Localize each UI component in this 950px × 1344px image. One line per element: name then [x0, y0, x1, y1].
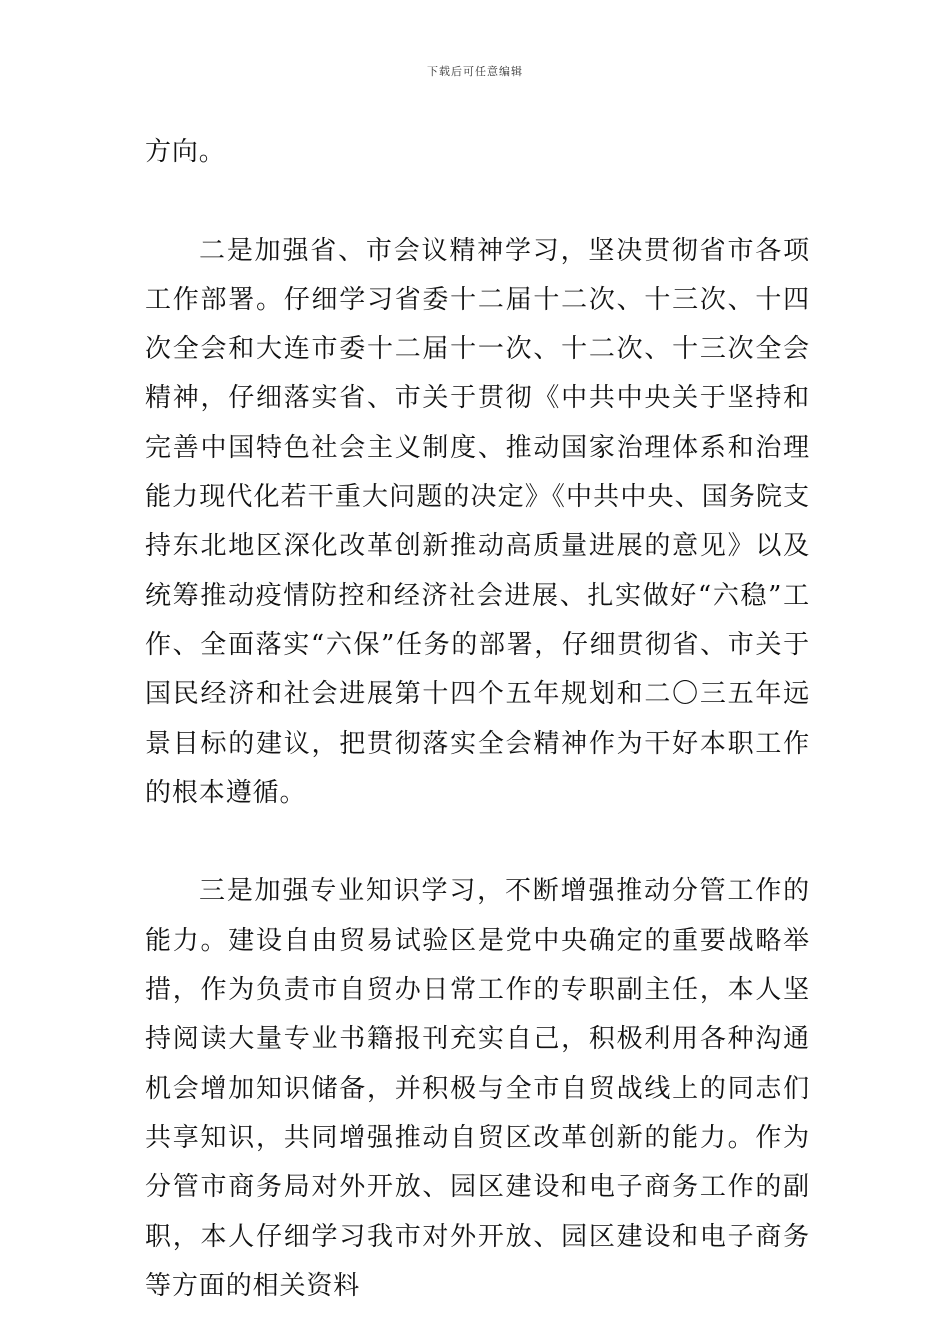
paragraph-spacer: [145, 177, 810, 226]
paragraph-continuation: 方向。: [145, 137, 226, 167]
paragraph-provincial-study: 二是加强省、市会议精神学习，坚决贯彻省市各项工作部署。仔细学习省委十二届十二次、十三次、十四次全会和大连市委十二届十一次、十二次、十三次全会精神，仔细落实省、市关于贯彻《中共中央关于坚持和完善中国特色社会主义制度、推动国家治理体系和治理能力现代化若干重大问题的决定》《中共中央、国务院支持东北地区深化改革创新推动高质量进展的意见》以及统筹推动疫情防控和经济社会进展、扎实做好“六稳”工作、全面落实“六保”任务的部署，仔细贯彻省、市关于国民经济和社会进展第十四个五年规划和二〇三五年远景目标的建议，把贯彻落实全会精神作为干好本职工作的根本遵循。: [145, 235, 810, 808]
paragraph-spacer: [145, 818, 810, 867]
paragraph-professional-study: 三是加强专业知识学习，不断增强推动分管工作的能力。建设自由贸易试验区是党中央确定的重要战略举措，作为负责市自贸办日常工作的专职副主任，本人坚持阅读大量专业书籍报刊充实自己，积极利用各种沟通机会增加知识储备，并积极与全市自贸战线上的同志们共享知识，共同增强推动自贸区改革创新的能力。作为分管市商务局对外开放、园区建设和电子商务工作的副职，本人仔细学习我市对外开放、园区建设和电子商务等方面的相关资料: [145, 876, 810, 1301]
page-header: 下载后可任意编辑: [427, 65, 523, 78]
document-body: [145, 128, 810, 1311]
